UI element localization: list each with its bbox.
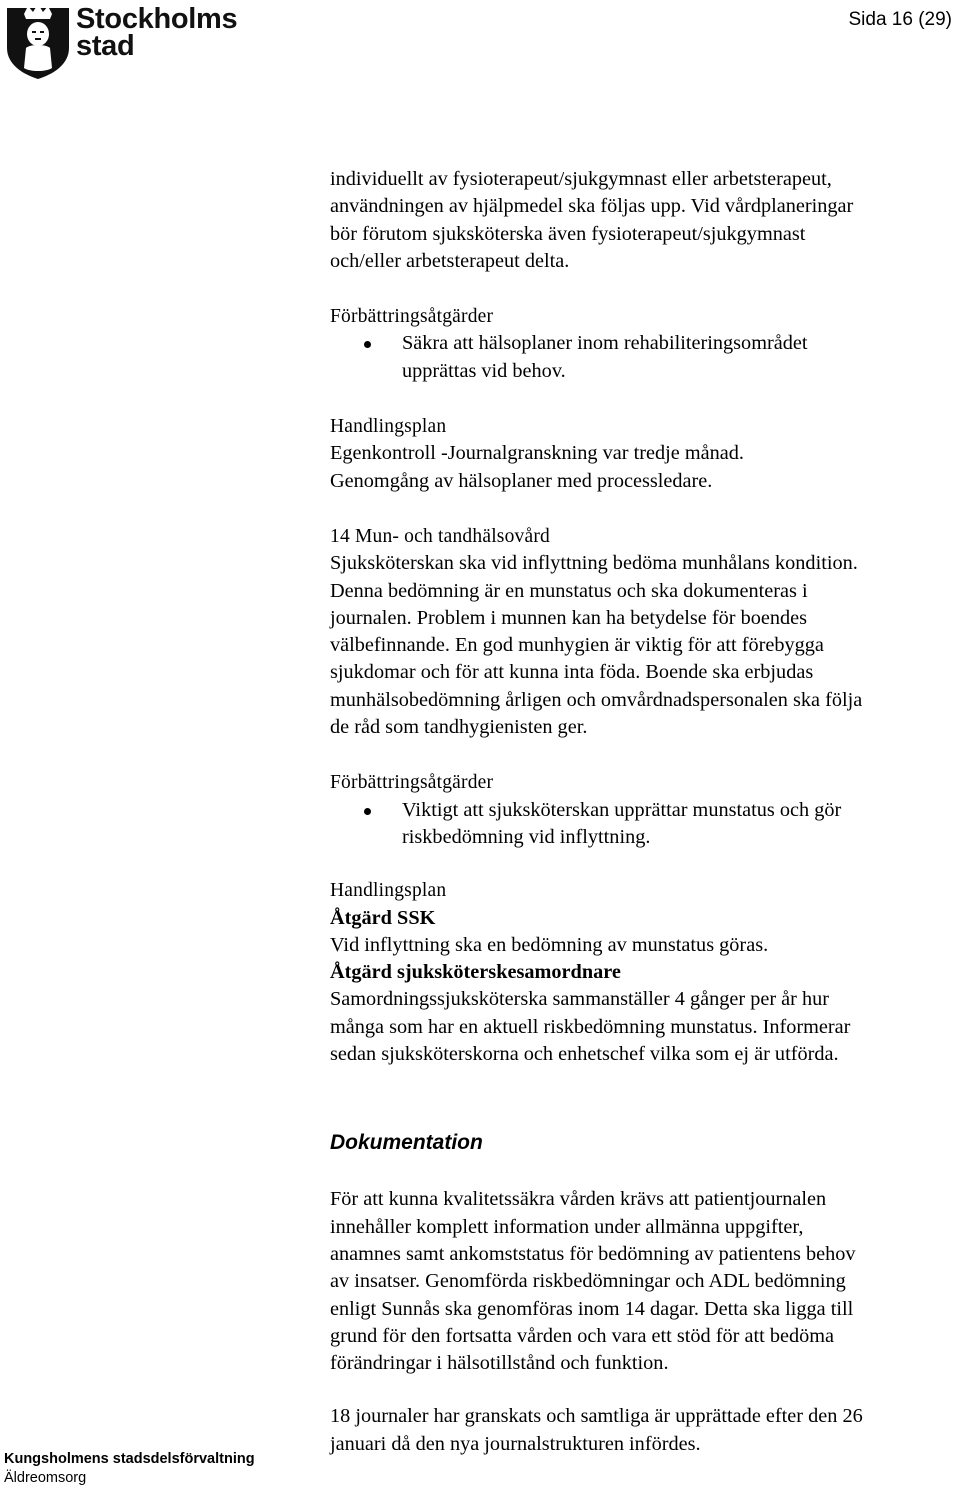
intro-line: bör förutom sjuksköterska även fysioterapeut/sjukgymnast xyxy=(330,222,806,245)
section-14-line: sjukdomar och för att kunna inta föda. Boende ska erbjudas xyxy=(330,661,814,684)
list-item xyxy=(330,797,954,852)
documentation-line: innehåller komplett information under allmänna uppgifter, xyxy=(330,1215,804,1238)
improvement-list xyxy=(330,797,954,852)
list-item-line: Viktigt att sjuksköterskan upprättar munstatus och gör xyxy=(402,798,842,821)
page-number: Sida 16 (29) xyxy=(848,9,952,30)
action-ssk-text: Vid inflyttning ska en bedömning av munstatus göras. xyxy=(330,933,769,956)
plan-line: Egenkontroll -Journalgranskning var tredje månad. xyxy=(330,442,744,465)
heading-action-plan: Handlingsplan xyxy=(330,416,447,438)
documentation-line: enligt Sunnås ska genomföras inom 14 dagar. Detta ska ligga till xyxy=(330,1297,854,1320)
heading-improvements: Förbättringsåtgärder xyxy=(330,772,494,794)
section-title-documentation: Dokumentation xyxy=(330,1131,483,1155)
footer-department: Äldreomsorg xyxy=(4,1470,87,1486)
list-item-line: upprättas vid behov. xyxy=(402,359,566,382)
section-14-title: 14 Mun- och tandhälsovård xyxy=(330,525,550,547)
documentation-line: anamnes samt ankomststatus för bedömning av patientens behov xyxy=(330,1242,856,1265)
intro-line: individuellt av fysioterapeut/sjukgymnast eller arbetsterapeut, xyxy=(330,168,832,190)
final-line: 18 journaler har granskats och samtliga är upprättade efter den 26 xyxy=(330,1405,863,1428)
action-coordinator-line: Samordningssjuksköterska sammanställer 4 gånger per år hur xyxy=(330,988,830,1011)
list-item xyxy=(330,330,954,385)
plan-line: Genomgång av hälsoplaner med processledare. xyxy=(330,469,713,492)
section-14-line: Denna bedömning är en munstatus och ska dokumenteras i xyxy=(330,579,808,602)
section-14-line: de råd som tandhygienisten ger. xyxy=(330,716,588,739)
documentation-line: För att kunna kvalitetssäkra vården krävs att patientjournalen xyxy=(330,1188,827,1211)
logo-word-2: stad xyxy=(76,30,135,62)
footer xyxy=(4,1450,255,1488)
final-line: januari då den nya journalstrukturen infördes. xyxy=(330,1432,701,1455)
list-item-line: Säkra att hälsoplaner inom rehabiliteringsområdet xyxy=(402,332,808,355)
section-14-line: journalen. Problem i munnen kan ha betydelse för boendes xyxy=(330,606,808,629)
action-coordinator-line: många som har en aktuell riskbedömning munstatus. Informerar xyxy=(330,1015,851,1038)
heading-action-plan: Handlingsplan xyxy=(330,880,447,902)
section-14-line: munhälsobedömning årligen och omvårdnadspersonalen ska följa xyxy=(330,688,863,711)
section-14-line: Sjuksköterskan ska vid inflyttning bedöma munhålans kondition. xyxy=(330,552,858,575)
final-paragraph xyxy=(330,1403,954,1458)
documentation-line: av insatser. Genomförda riskbedömningar och ADL bedömning xyxy=(330,1270,846,1293)
action-coordinator-title: Åtgärd sjuksköterskesamordnare xyxy=(330,961,621,984)
heading-improvements: Förbättringsåtgärder xyxy=(330,306,494,328)
documentation-line: förändringar i hälsotillstånd och funktion. xyxy=(330,1352,669,1375)
documentation-line: grund för den fortsatta vården och vara ett stöd för att bedöma xyxy=(330,1324,835,1347)
document-body xyxy=(330,166,954,1458)
intro-line: användningen av hjälpmedel ska följas upp. Vid vårdplaneringar xyxy=(330,195,854,218)
logo-wordmark xyxy=(76,3,238,62)
stockholms-stad-logo xyxy=(4,2,237,80)
action-coordinator-line: sedan sjuksköterskorna och enhetschef vilka som ej är utförda. xyxy=(330,1043,839,1066)
improvement-list xyxy=(330,330,954,385)
city-crest-icon xyxy=(4,2,72,80)
action-ssk-title: Åtgärd SSK xyxy=(330,906,436,929)
section-14-line: välbefinnande. En god munhygien är viktig för att förebygga xyxy=(330,634,824,657)
logo-word-1: Stockholms xyxy=(76,3,238,35)
documentation-paragraph xyxy=(330,1186,954,1377)
intro-line: och/eller arbetsterapeut delta. xyxy=(330,249,570,272)
footer-organization: Kungsholmens stadsdelsförvaltning xyxy=(4,1451,255,1467)
list-item-line: riskbedömning vid inflyttning. xyxy=(402,825,651,848)
